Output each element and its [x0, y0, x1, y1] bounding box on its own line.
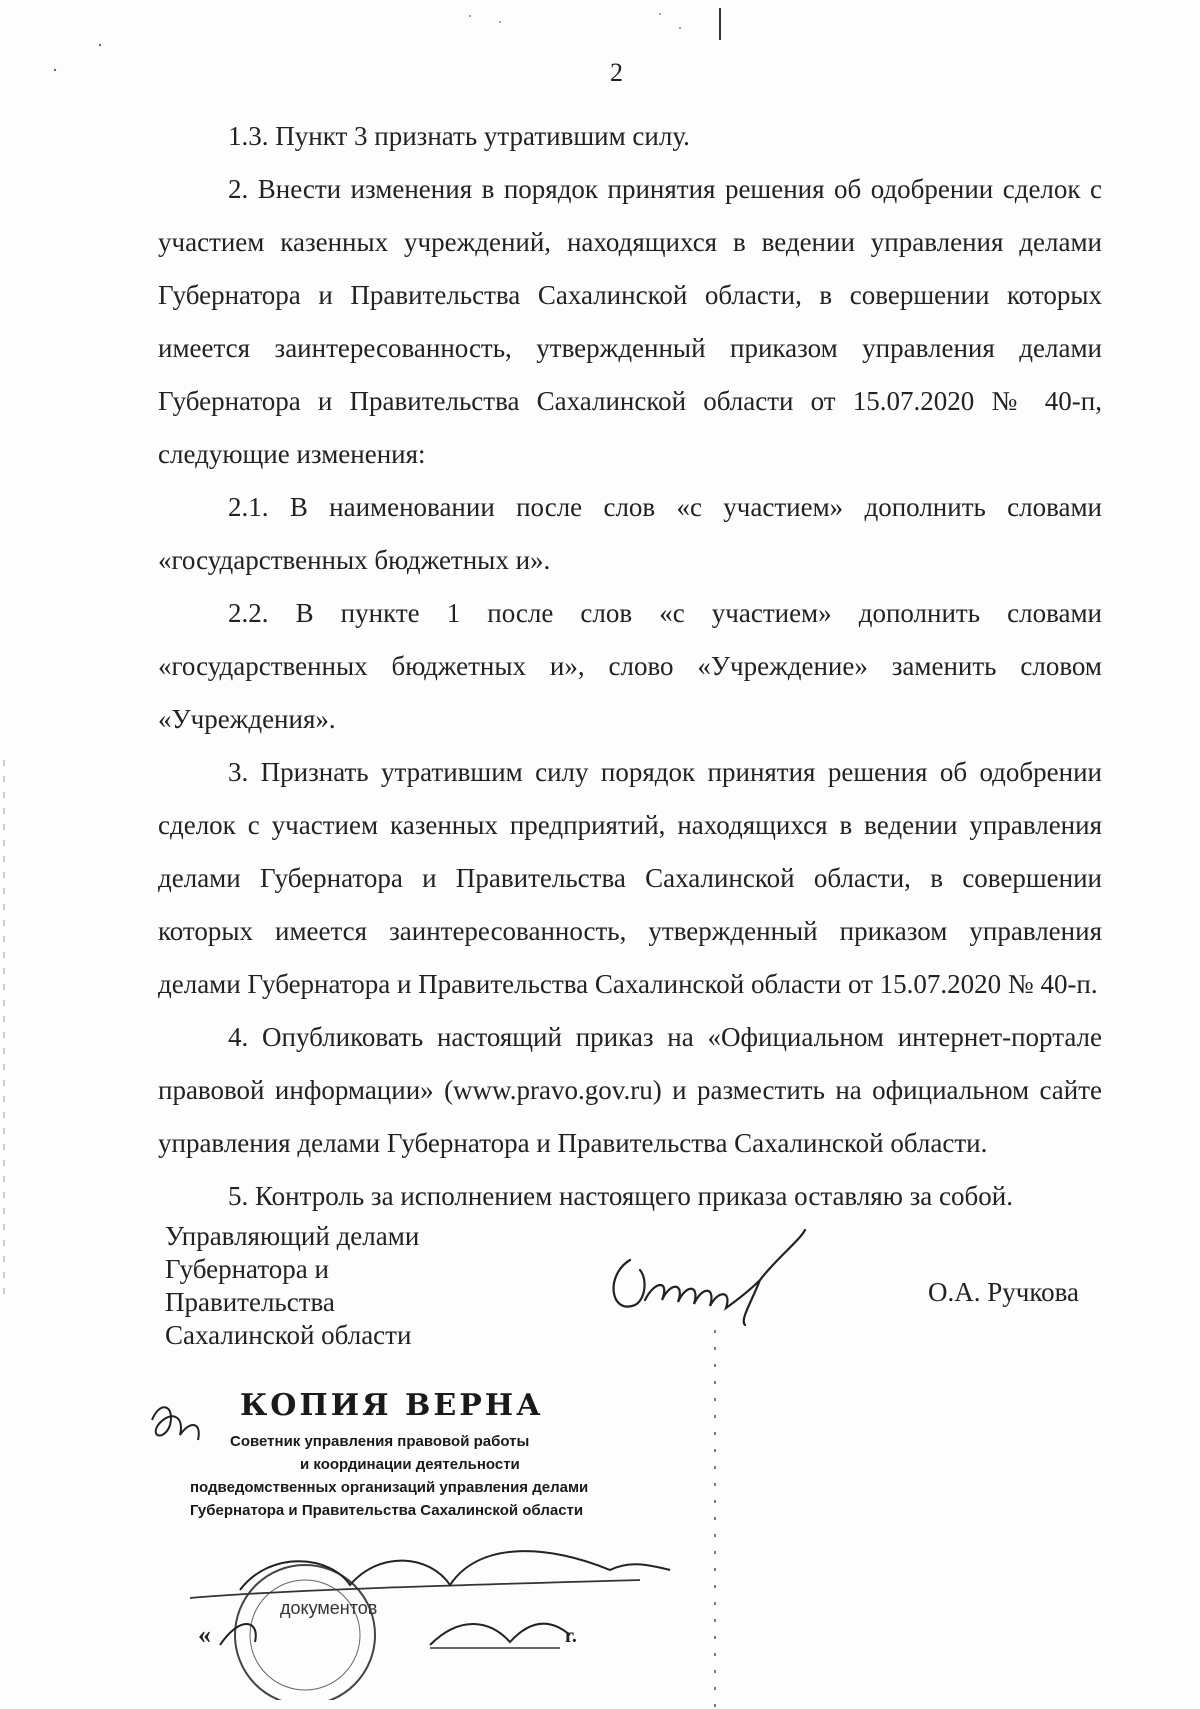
stamp-year-suffix: г. [565, 1625, 577, 1647]
paragraph: 2.2. В пункте 1 после слов «с участием» дополнить словами «государственных бюджетных и», слово «Учреждение» заменить словом «Учреждения». [158, 598, 1102, 734]
paragraph: 1.3. Пункт 3 признать утратившим силу. [228, 121, 690, 151]
signer-name: О.А. Ручкова [928, 1277, 1079, 1307]
page-number: 2 [610, 58, 623, 87]
stamp-title: КОПИЯ ВЕРНА [240, 1388, 544, 1423]
handwritten-signature [600, 1220, 860, 1330]
paragraph: 2.1. В наименовании после слов «с участием» дополнить словами «государственных бюджетных и». [158, 492, 1102, 575]
stamp-graphics [130, 1380, 730, 1700]
stamp-text [190, 1430, 588, 1522]
stamp-quote-mark: « [198, 1620, 211, 1649]
stamp-line: Советник управления правовой работы [230, 1433, 530, 1450]
stamp-line: подведомственных организаций управления делами [190, 1479, 589, 1496]
document-body [158, 110, 1102, 1223]
paragraph: 4. Опубликовать настоящий приказ на «Официальном интернет-портале правовой информации» (www.pravo.gov.ru) и разместить на официальном сайте управления делами Губернатора и Правительства Сахалинской области. [158, 1022, 1102, 1158]
signatory-line: Сахалинской области [165, 1320, 412, 1350]
certification-stamp [130, 1380, 730, 1700]
paragraph: 5. Контроль за исполнением настоящего приказа оставляю за собой. [228, 1181, 1013, 1211]
signatory-position [165, 1220, 419, 1352]
signatory-line: Губернатора и [165, 1254, 329, 1284]
signatory-line: Правительства [165, 1287, 335, 1317]
signatory-line: Управляющий делами [165, 1221, 420, 1251]
stamp-line: и координации деятельности [300, 1456, 520, 1473]
paragraph: 2. Внести изменения в порядок принятия решения об одобрении сделок с участием казенных учреждений, находящихся в ведении управления делами Губернатора и Правительства Сахалинской области, в совершении которых имеется заинтересованность, утвержденный приказом управления делами Губернатора и Правительства Сахалинской области от 15.07.2020 № 40-п, следующие изменения: [158, 174, 1102, 469]
stamp-docs-word: документов [280, 1598, 378, 1618]
stamp-line: Губернатора и Правительства Сахалинской области [190, 1502, 584, 1519]
paragraph: 3. Признать утратившим силу порядок принятия решения об одобрении сделок с участием казенных предприятий, находящихся в ведении управления делами Губернатора и Правительства Сахалинской области, в совершении которых имеется заинтересованность, утвержденный приказом управления делами Губернатора и Правительства Сахалинской области от 15.07.2020 № 40-п. [158, 757, 1102, 999]
